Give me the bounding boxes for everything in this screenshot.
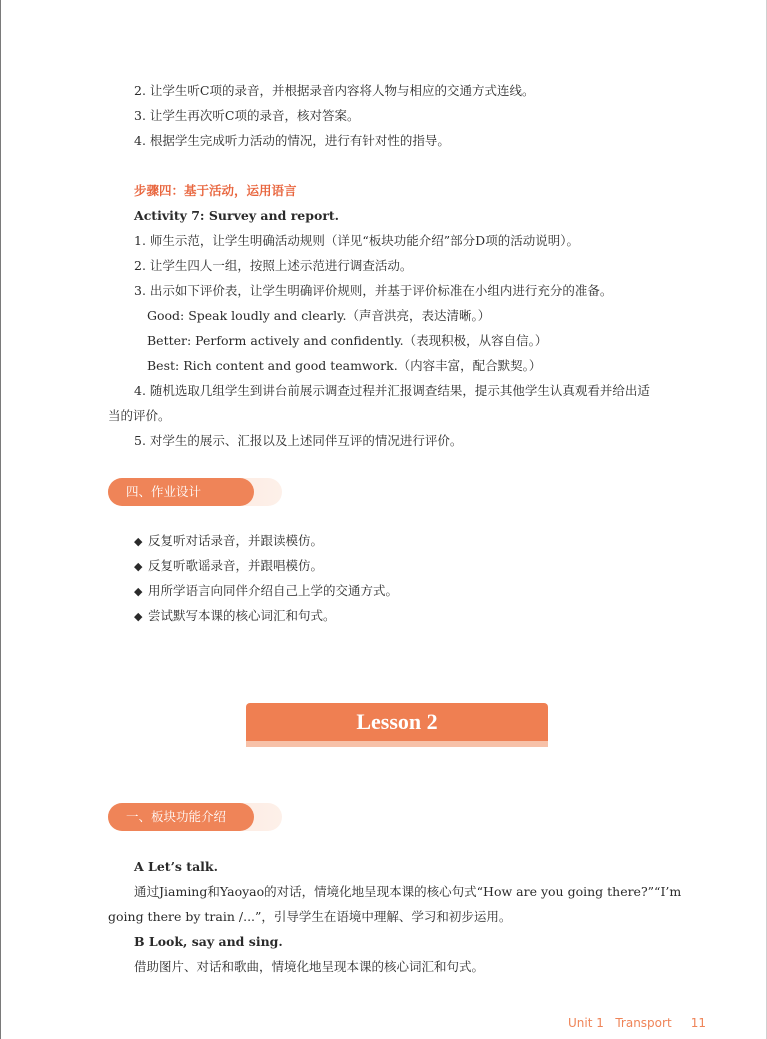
- list-item: [134, 558, 323, 575]
- diamond-bullet-icon: ◆: [134, 585, 143, 598]
- criteria-good: Good: Speak loudly and clearly.（声音洪亮，表达清晰。）: [147, 308, 491, 323]
- list-item: [134, 533, 323, 550]
- text-line: 3. 让学生再次听C项的录音，核对答案。: [134, 108, 360, 123]
- list-item-text: 反复听歌谣录音，并跟唱模仿。: [148, 558, 324, 573]
- list-item-text: 尝试默写本课的核心词汇和句式。: [148, 608, 336, 623]
- list-item-text: 用所学语言向同伴介绍自己上学的交通方式。: [148, 583, 399, 598]
- text-line: 借助图片、对话和歌曲，情境化地呈现本课的核心词汇和句式。: [134, 959, 485, 974]
- text-line: 2. 让学生听C项的录音，并根据录音内容将人物与相应的交通方式连线。: [134, 83, 535, 98]
- page-number: 11: [690, 1016, 707, 1030]
- text-line: 2. 让学生四人一组，按照上述示范进行调查活动。: [134, 258, 413, 273]
- subsection-title-a: A Let’s talk.: [134, 859, 218, 874]
- list-item-text: 反复听对话录音，并跟读模仿。: [148, 533, 324, 548]
- subsection-title-b: B Look, say and sing.: [134, 934, 283, 949]
- step-heading: 步骤四：基于活动，运用语言: [134, 183, 297, 198]
- diamond-bullet-icon: ◆: [134, 610, 143, 623]
- criteria-best: Best: Rich content and good teamwork.（内容丰富，配合默契。）: [147, 358, 542, 373]
- activity-title: Activity 7: Survey and report.: [134, 208, 340, 223]
- page-edge-left: [0, 0, 1, 1039]
- lesson-title: Lesson 2: [246, 703, 548, 741]
- footer-unit: Unit 1: [568, 1016, 604, 1030]
- diamond-bullet-icon: ◆: [134, 535, 143, 548]
- footer-section: Transport: [615, 1016, 672, 1030]
- section-title: 一、板块功能介绍: [108, 803, 254, 831]
- list-item: [134, 608, 336, 625]
- text-line: 通过Jiaming和Yaoyao的对话，情境化地呈现本课的核心句式“How are you going there?”“I’m: [134, 884, 682, 899]
- section-title: 四、作业设计: [108, 478, 254, 506]
- lesson-banner-shadow: [246, 741, 548, 747]
- text-line: 3. 出示如下评价表，让学生明确评价规则，并基于评价标准在小组内进行充分的准备。: [134, 283, 613, 298]
- lesson-banner: [246, 703, 548, 747]
- criteria-better: Better: Perform actively and confidently.（表现积极，从容自信。）: [147, 333, 548, 348]
- text-line: 1. 师生示范，让学生明确活动规则（详见“板块功能介绍”部分D项的活动说明）。: [134, 233, 579, 248]
- text-line: 当的评价。: [108, 408, 171, 423]
- list-item: [134, 583, 398, 600]
- text-line: going there by train /...”，引导学生在语境中理解、学习和初步运用。: [108, 909, 512, 924]
- text-line: 4. 根据学生完成听力活动的情况，进行有针对性的指导。: [134, 133, 450, 148]
- page-footer: [568, 1016, 706, 1030]
- diamond-bullet-icon: ◆: [134, 560, 143, 573]
- text-line: 5. 对学生的展示、汇报以及上述同伴互评的情况进行评价。: [134, 433, 463, 448]
- text-line: 4. 随机选取几组学生到讲台前展示调查过程并汇报调查结果，提示其他学生认真观看并给出适: [134, 383, 650, 398]
